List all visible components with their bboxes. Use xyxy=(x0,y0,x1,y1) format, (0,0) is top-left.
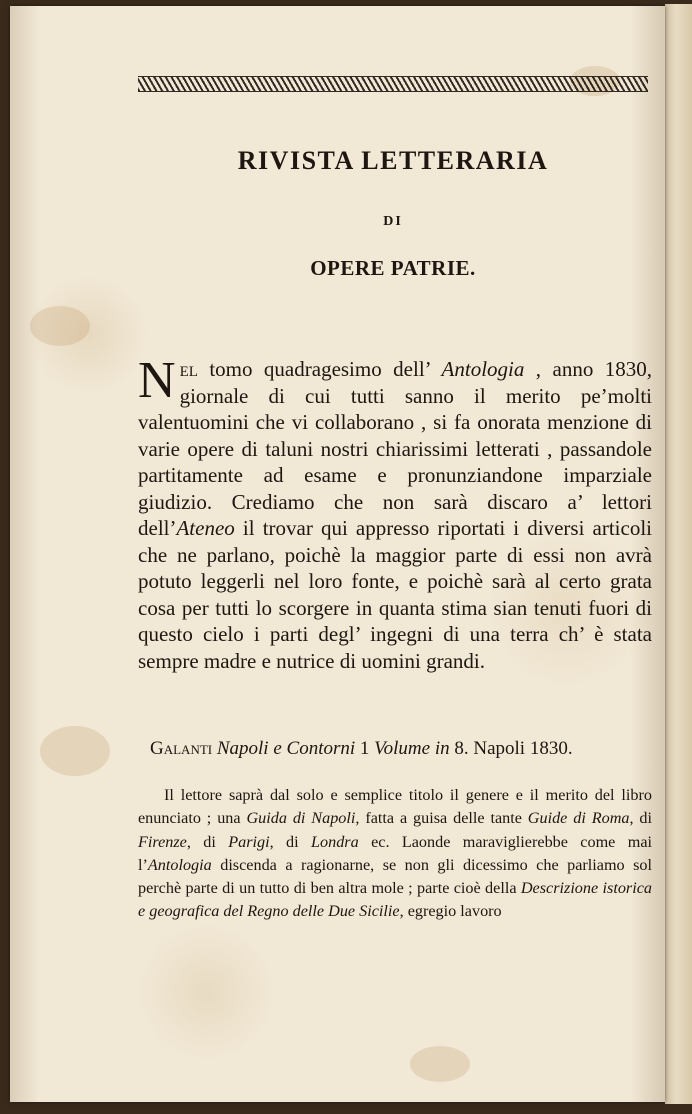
intro-italic-ateneo: Ateneo xyxy=(176,516,235,540)
review-text-5: , di xyxy=(269,832,312,851)
adjacent-page-edge xyxy=(665,4,692,1104)
citation-details: 8. Napoli 1830. xyxy=(449,738,573,759)
citation-work: Napoli e Contorni xyxy=(216,738,356,759)
foxing-stain xyxy=(410,1046,470,1082)
review-italic-6: Antologia xyxy=(147,855,212,874)
review-paragraph xyxy=(138,784,652,924)
intro-text-2: , anno 1830, giornale di cui tutti sanno il merito pe’molti valentuomini che vi collaborano , si fa onorata menzione di varie opere di taluni nostri chiarissimi letterati , passandole partitamente ad esame e pronunziandone imparziale giudizio. Crediamo che non sarà discaro a’ lettori dell’ xyxy=(138,357,653,540)
book-citation xyxy=(150,738,660,760)
review-text-7: discenda a ragionarne, se non gli dicessimo che parliamo sol perchè parte di un tutto di ben altra mole ; parte cioè della xyxy=(138,855,652,898)
review-text-2: , fatta a guisa delle tante xyxy=(355,809,528,828)
review-italic-7: Descrizione istorica e geografica del Regno delle Due Sicilie xyxy=(138,879,652,921)
page-title: RIVISTA LETTERARIA xyxy=(237,146,549,175)
header-ornament xyxy=(138,76,648,92)
intro-paragraph xyxy=(138,352,653,674)
smallcaps-lead: el xyxy=(179,357,198,381)
review-text-3: , di xyxy=(629,809,653,828)
foxing-stain xyxy=(40,726,110,776)
title-connector: DI xyxy=(383,214,403,229)
review-text-6: ec. Laonde maraviglierebbe come mai l’ xyxy=(138,832,653,874)
intro-italic-antologia: Antologia xyxy=(441,357,525,381)
review-text-8: , egregio lavoro xyxy=(399,902,502,921)
citation-volume-number: 1 xyxy=(355,738,375,759)
citation-author: Galanti xyxy=(150,738,213,759)
review-italic-1: Guida di Napoli xyxy=(246,809,356,828)
intro-text-3: il trovar qui appresso riportati i diversi articoli che ne parlano, poichè la maggior parte di essi non avrà potuto leggerli nel loro fonte, e poichè sarà al certo grata cosa per tutti lo scorgere in quanta stima sian tenuti fuori di questo cielo i parti degl’ ingegni di una terra ch’ è stata sempre madre e nutrice di uomini grandi. xyxy=(138,516,652,673)
page-subtitle: OPERE PATRIE. xyxy=(310,256,476,280)
review-italic-2: Guide di Roma xyxy=(527,809,630,828)
drop-cap: N xyxy=(138,352,176,409)
intro-text-1: tomo quadragesimo dell’ xyxy=(197,357,442,381)
review-italic-3: Firenze xyxy=(138,832,187,851)
review-italic-4: Parigi xyxy=(228,832,270,851)
review-text-4: , di xyxy=(186,832,229,851)
foxing-stain xyxy=(30,306,90,346)
review-italic-5: Londra xyxy=(311,832,359,851)
review-text-1: Il lettore saprà dal solo e semplice titolo il genere e il merito del libro enunciato ; una xyxy=(138,786,652,828)
citation-volume: Volume in xyxy=(374,738,450,759)
